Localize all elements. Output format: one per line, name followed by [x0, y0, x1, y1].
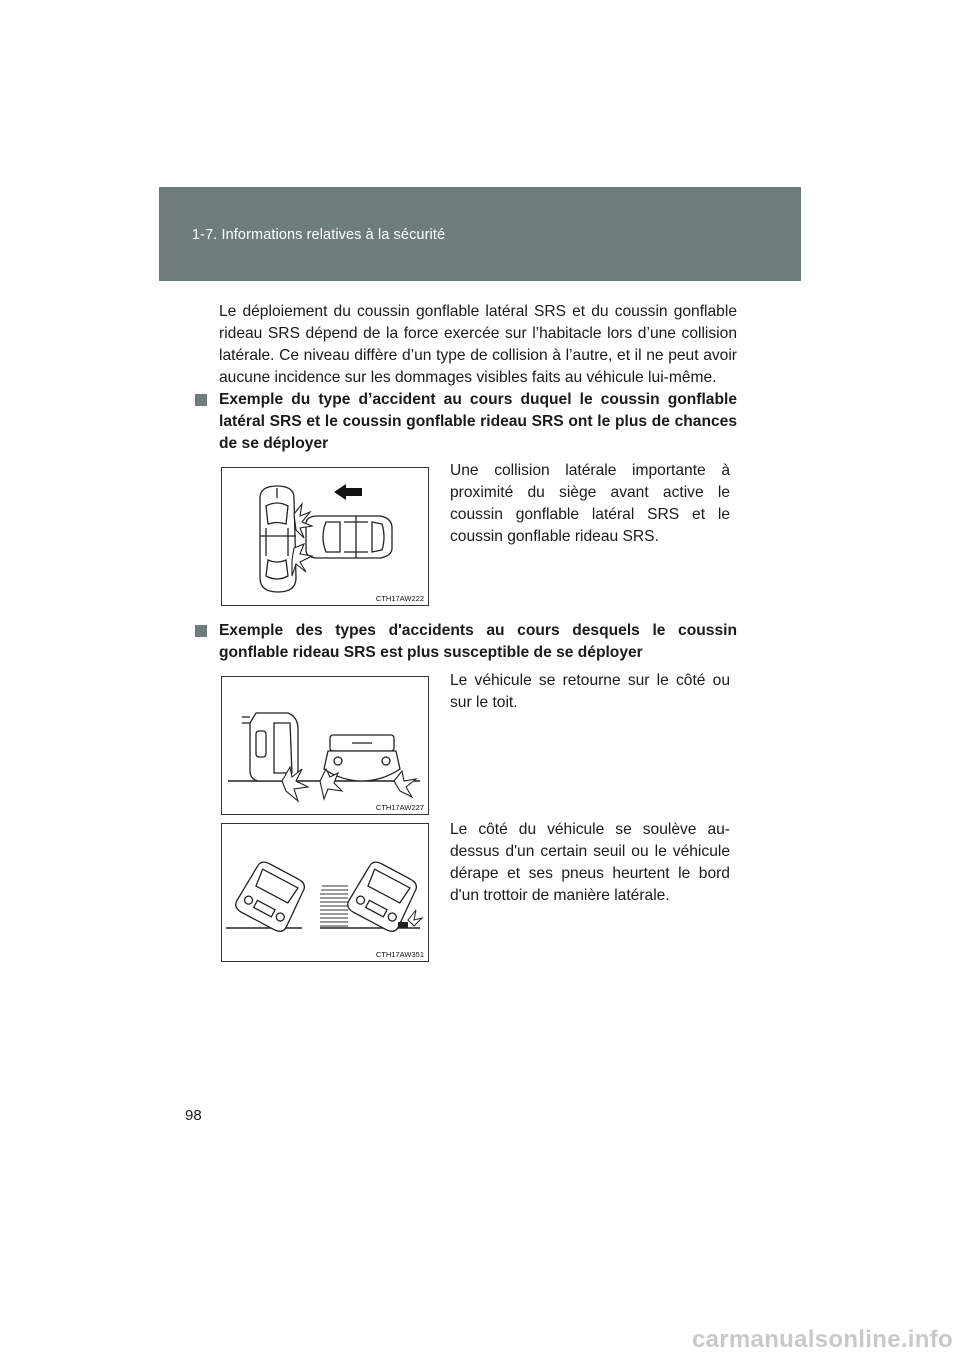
section-title: 1-7. Informations relatives à la sécurité: [192, 227, 446, 243]
figure-caption: Une collision latérale importante à proximité du siège avant active le coussin gonflable latéral SRS et le coussin gonflable rideau SRS.: [450, 462, 730, 545]
figure-code: CTH17AW227: [375, 803, 424, 812]
section-heading-side-impact: [195, 389, 737, 455]
figure-side-collision: [221, 467, 429, 606]
section-heading-curtain: [195, 620, 737, 664]
header-band: [159, 187, 801, 281]
figure-caption: Le côté du véhicule se soulève au-dessus d'un certain seuil ou le véhicule dérape et ses pneus heurtent le bord d'un trottoir de manière latérale.: [450, 821, 730, 904]
figure-code: CTH17AW351: [375, 950, 424, 959]
watermark: carmanualsonline.info: [691, 1326, 953, 1353]
curb-trip-illustration: [222, 824, 428, 961]
figure-code: CTH17AW222: [375, 594, 424, 603]
rollover-illustration: [222, 677, 428, 814]
section-heading-text: Exemple des types d'accidents au cours desquels le coussin gonflable rideau SRS est plus susceptible de se déployer: [219, 622, 737, 661]
figure-caption: Le véhicule se retourne sur le côté ou sur le toit.: [450, 672, 730, 711]
intro-paragraph: Le déploiement du coussin gonflable latéral SRS et du coussin gonflable rideau SRS dépend de la force exercée sur l’habitacle lors d’une collision latérale. Ce niveau diffère d’un type de collision à l’autre, et il ne peut avoir aucune incidence sur les dommages visibles faits au véhicule lui-même.: [219, 303, 737, 386]
square-bullet-icon: [195, 625, 207, 637]
square-bullet-icon: [195, 394, 207, 406]
section-heading-text: Exemple du type d’accident au cours duquel le coussin gonflable latéral SRS et le coussin gonflable rideau SRS ont le plus de chances de se déployer: [219, 391, 737, 452]
side-collision-illustration: [222, 468, 428, 605]
figure-curb-trip: [221, 823, 429, 962]
page-number: 98: [185, 1107, 202, 1124]
figure-rollover: [221, 676, 429, 815]
